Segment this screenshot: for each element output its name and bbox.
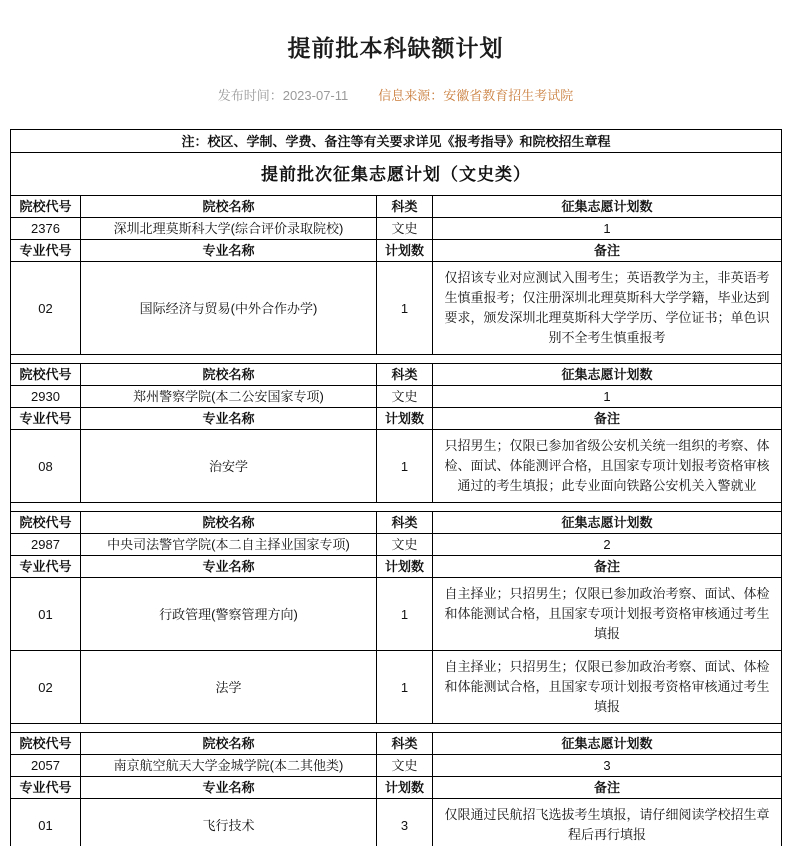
college-header-cell: 科类 <box>377 196 433 218</box>
college-header-cell: 院校名称 <box>81 196 377 218</box>
college-header-cell: 征集志愿计划数 <box>433 364 782 386</box>
college-category: 文史 <box>377 218 433 240</box>
college-name: 中央司法警官学院(本二自主择业国家专项) <box>81 534 377 556</box>
major-code: 02 <box>11 651 81 724</box>
major-name: 治安学 <box>81 430 377 503</box>
major-name: 法学 <box>81 651 377 724</box>
major-remark: 仅限通过民航招飞选拔考生填报，请仔细阅读学校招生章程后再行填报 <box>433 799 782 846</box>
college-name: 南京航空航天大学金城学院(本二其他类) <box>81 755 377 777</box>
college-header-cell: 科类 <box>377 512 433 534</box>
college-data-row <box>11 386 782 408</box>
college-name: 深圳北理莫斯科大学(综合评价录取院校) <box>81 218 377 240</box>
college-header-cell: 院校名称 <box>81 512 377 534</box>
college-header-cell: 征集志愿计划数 <box>433 196 782 218</box>
table-note: 注：校区、学制、学费、备注等有关要求详见《报考指导》和院校招生章程 <box>11 130 782 153</box>
major-remark: 自主择业；只招男生；仅限已参加政治考察、面试、体检和体能测试合格，且国家专项计划报考资格审核通过考生填报 <box>433 651 782 724</box>
major-header-cell: 备注 <box>433 408 782 430</box>
major-code: 01 <box>11 799 81 846</box>
plan-table-body <box>11 130 782 846</box>
major-header-cell: 计划数 <box>377 408 433 430</box>
major-remark: 只招男生；仅限已参加省级公安机关统一组织的考察、体检、面试、体能测评合格，且国家专项计划报考资格审核通过的考生填报；此专业面向铁路公安机关入警就业 <box>433 430 782 503</box>
block-spacer <box>11 355 782 364</box>
college-plan-count: 2 <box>433 534 782 556</box>
major-header-cell: 专业代号 <box>11 556 81 578</box>
college-code: 2376 <box>11 218 81 240</box>
major-code: 08 <box>11 430 81 503</box>
major-plan-count: 1 <box>377 262 433 355</box>
college-header-cell: 院校代号 <box>11 364 81 386</box>
info-source: 信息来源：安徽省教育招生考试院 <box>378 88 574 103</box>
major-header-cell: 计划数 <box>377 240 433 262</box>
major-name: 行政管理(警察管理方向) <box>81 578 377 651</box>
college-header-row <box>11 512 782 534</box>
college-header-cell: 院校名称 <box>81 364 377 386</box>
major-header-cell: 备注 <box>433 777 782 799</box>
college-plan-count: 1 <box>433 218 782 240</box>
major-remark: 仅招该专业对应测试入围考生；英语教学为主，非英语考生慎重报考；仅注册深圳北理莫斯科大学学籍，毕业达到要求，颁发深圳北理莫斯科大学学历、学位证书；单色识别不全考生慎重报考 <box>433 262 782 355</box>
major-header-cell: 专业名称 <box>81 408 377 430</box>
college-category: 文史 <box>377 755 433 777</box>
major-header-cell: 备注 <box>433 240 782 262</box>
college-header-cell: 征集志愿计划数 <box>433 512 782 534</box>
college-code: 2987 <box>11 534 81 556</box>
major-header-cell: 专业名称 <box>81 556 377 578</box>
college-header-cell: 科类 <box>377 364 433 386</box>
major-data-row <box>11 799 782 846</box>
major-header-row <box>11 777 782 799</box>
college-data-row <box>11 218 782 240</box>
college-header-row <box>11 196 782 218</box>
college-plan-count: 3 <box>433 755 782 777</box>
college-category: 文史 <box>377 534 433 556</box>
college-data-row <box>11 534 782 556</box>
college-header-row <box>11 364 782 386</box>
section-title-row <box>11 153 782 196</box>
college-header-cell: 科类 <box>377 733 433 755</box>
major-name: 飞行技术 <box>81 799 377 846</box>
major-remark: 自主择业；只招男生；仅限已参加政治考察、面试、体检和体能测试合格，且国家专项计划报考资格审核通过考生填报 <box>433 578 782 651</box>
major-header-cell: 专业代号 <box>11 240 81 262</box>
major-plan-count: 1 <box>377 578 433 651</box>
major-header-cell: 备注 <box>433 556 782 578</box>
major-header-cell: 计划数 <box>377 556 433 578</box>
block-spacer-cell <box>11 724 782 733</box>
major-code: 02 <box>11 262 81 355</box>
major-header-row <box>11 408 782 430</box>
section-title: 提前批次征集志愿计划（文史类） <box>11 153 782 196</box>
major-header-row <box>11 240 782 262</box>
college-data-row <box>11 755 782 777</box>
major-plan-count: 3 <box>377 799 433 846</box>
college-name: 郑州警察学院(本二公安国家专项) <box>81 386 377 408</box>
block-spacer <box>11 724 782 733</box>
major-data-row <box>11 578 782 651</box>
major-data-row <box>11 262 782 355</box>
plan-table <box>10 129 782 846</box>
college-header-cell: 院校代号 <box>11 196 81 218</box>
meta-bar <box>0 87 791 105</box>
college-code: 2930 <box>11 386 81 408</box>
major-header-cell: 专业名称 <box>81 240 377 262</box>
college-header-cell: 院校代号 <box>11 512 81 534</box>
major-header-cell: 专业代号 <box>11 408 81 430</box>
college-header-row <box>11 733 782 755</box>
page-title: 提前批本科缺额计划 <box>287 35 504 61</box>
major-header-cell: 专业代号 <box>11 777 81 799</box>
college-code: 2057 <box>11 755 81 777</box>
block-spacer <box>11 503 782 512</box>
college-plan-count: 1 <box>433 386 782 408</box>
major-header-cell: 专业名称 <box>81 777 377 799</box>
major-plan-count: 1 <box>377 430 433 503</box>
college-header-cell: 院校代号 <box>11 733 81 755</box>
major-plan-count: 1 <box>377 651 433 724</box>
college-category: 文史 <box>377 386 433 408</box>
college-header-cell: 院校名称 <box>81 733 377 755</box>
major-header-cell: 计划数 <box>377 777 433 799</box>
major-data-row <box>11 430 782 503</box>
block-spacer-cell <box>11 355 782 364</box>
publish-time: 发布时间：2023-07-11 <box>217 88 349 103</box>
major-code: 01 <box>11 578 81 651</box>
block-spacer-cell <box>11 503 782 512</box>
major-name: 国际经济与贸易(中外合作办学) <box>81 262 377 355</box>
note-row <box>11 130 782 153</box>
major-data-row <box>11 651 782 724</box>
college-header-cell: 征集志愿计划数 <box>433 733 782 755</box>
major-header-row <box>11 556 782 578</box>
